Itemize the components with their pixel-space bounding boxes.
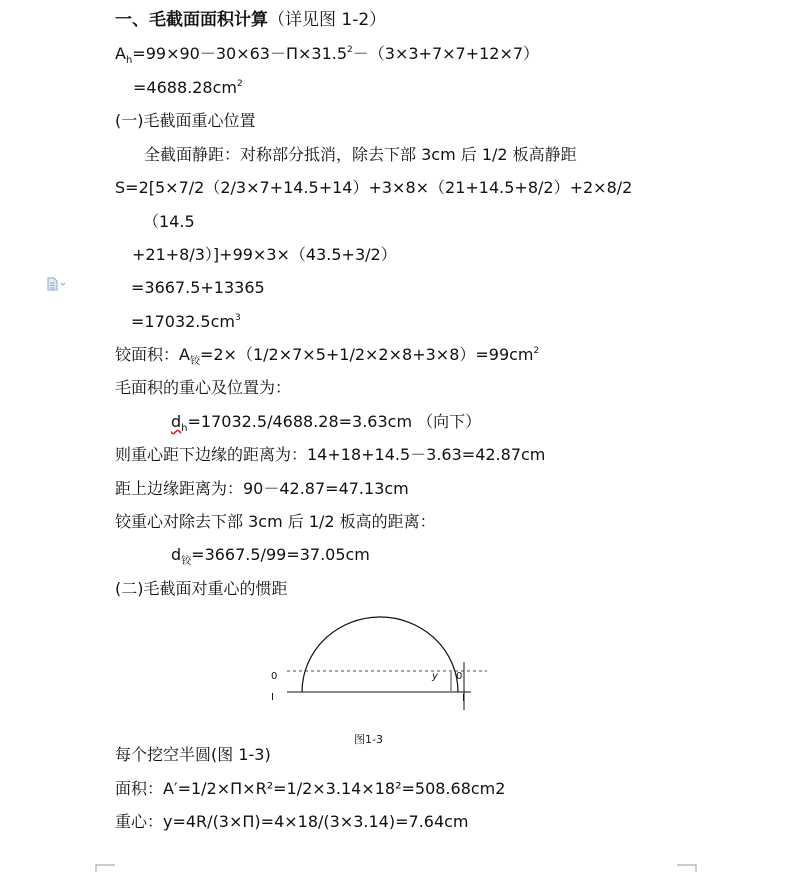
dh-formula (171, 412, 481, 435)
static-line5 (131, 312, 241, 335)
hinge-expr: =2×（1/2×7×5+1/2×2×8+3×8）=99cm (199, 345, 534, 364)
section-title-ref: （详见图 1-2） (268, 10, 387, 30)
area-formula (115, 44, 539, 67)
static-line3: +21+8/3）]+99×3×（43.5+3/2） (132, 245, 397, 264)
part1-title: (一)毛截面重心位置 (115, 111, 256, 130)
area-result (133, 78, 243, 101)
label-o-right: 0 (456, 671, 463, 682)
area-result-value: =4688.28cm (133, 78, 237, 97)
semicircle-centroid: 重心：y=4R/(3×Π)=4×18/(3×3.14)=7.64cm (115, 812, 469, 831)
area-sub: h (125, 55, 133, 66)
static-line4: =3667.5+13365 (131, 278, 265, 297)
static-line5-value: =17032.5cm (131, 312, 235, 331)
dh-lead: d (171, 412, 182, 431)
dh-expr: =17032.5/4688.28=3.63cm （向下） (187, 412, 482, 431)
part2-title: (二)毛截面对重心的惯距 (115, 579, 288, 598)
upper-distance: 距上边缘距离为：90－42.87=47.13cm (115, 479, 409, 498)
section-title-text: 一、毛截面面积计算 (115, 10, 268, 30)
section-title (115, 10, 386, 30)
document-icon[interactable] (47, 276, 67, 290)
semicircle-area: 面积：A′=1/2×Π×R²=1/2×3.14×18²=508.68cm2 (115, 779, 506, 798)
dj-lead: d (171, 545, 182, 564)
static-intro: 全截面静距：对称部分抵消，除去下部 3cm 后 1/2 板高静距 (144, 145, 577, 164)
page-corner-mark-right (677, 864, 697, 872)
static-line1: S=2[5×7/2（2/3×7+14.5+14）+3×8×（21+14.5+8/2）+2×8/2 (115, 178, 633, 197)
hinge-area (115, 345, 539, 368)
area-lead: A (115, 44, 126, 63)
area-result-sup: 2 (236, 79, 243, 89)
label-i-left: I (271, 692, 274, 703)
hinge-sub: 铰 (189, 356, 200, 367)
static-line2: （14.5 (143, 212, 195, 231)
semicircle-title: 每个挖空半圆(图 1-3) (115, 745, 271, 764)
area-tail: －（3×3+7×7+12×7） (352, 44, 540, 63)
dj-expr: =3667.5/99=37.05cm (191, 545, 370, 564)
figure-caption: 图1-3 (354, 733, 383, 746)
centroid-title: 毛面积的重心及位置为： (115, 378, 292, 397)
semicircle-figure (265, 612, 495, 722)
static-line5-sup: 3 (234, 313, 241, 323)
hinge-centroid-title: 铰重心对除去下部 3cm 后 1/2 板高的距离： (115, 512, 436, 531)
page-corner-mark-left (95, 864, 115, 872)
area-sq: 2 (347, 45, 353, 55)
label-i-right: I (462, 693, 465, 704)
dj-sub: 铰 (181, 556, 192, 567)
label-y: y (432, 671, 438, 682)
hinge-lead: 铰面积：A (115, 345, 190, 364)
dj-formula (171, 545, 370, 568)
dh-sub: h (181, 423, 188, 434)
hinge-sup: 2 (533, 346, 540, 356)
label-o-left: 0 (271, 671, 278, 682)
dh-symbol (171, 412, 188, 434)
lower-distance: 则重心距下边缘的距离为：14+18+14.5－3.63=42.87cm (115, 445, 546, 464)
area-expr: =99×90－30×63－Π×31.5 (132, 44, 348, 63)
